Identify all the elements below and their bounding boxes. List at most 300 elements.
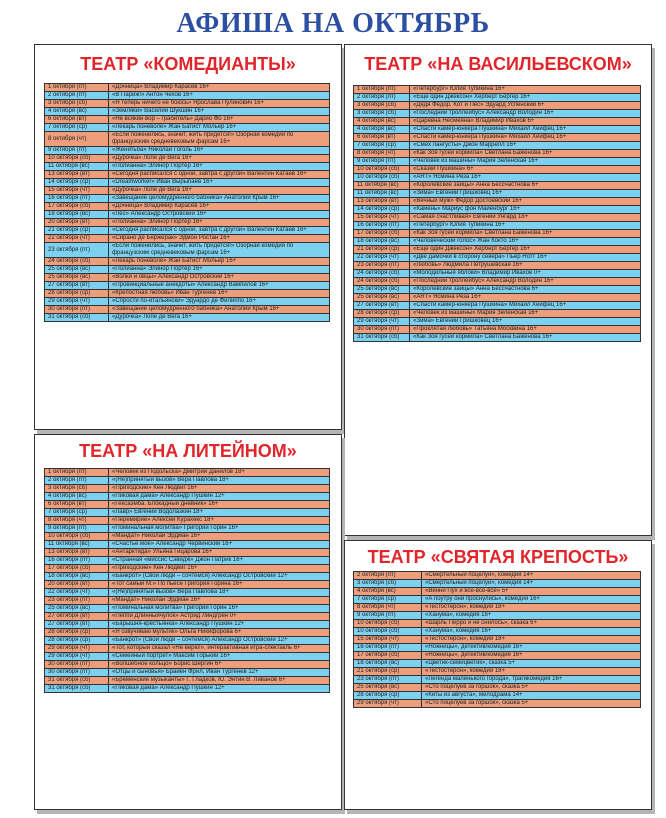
performance-title: «Спасти камер-юнкера Пушкина» Михаил Хейфец 16+ bbox=[410, 134, 641, 142]
theater-panel-fortress bbox=[344, 540, 652, 810]
performance-date: 1 октября (пт) bbox=[45, 84, 109, 92]
performance-title: «Ножницы», детектив/комедия 16+ bbox=[422, 652, 641, 660]
schedule-row bbox=[354, 652, 641, 660]
performance-title: «Если поженились, значит, жить придется!» Озорная комедия по французским средневековым фарсам 16+ bbox=[109, 132, 330, 147]
performance-title: «Сегодня расписался с одной, завтра с другой» Валентин Катаев 16+ bbox=[109, 227, 330, 235]
theater-name: ТЕАТР «НА ЛИТЕЙНОМ» bbox=[79, 441, 297, 461]
schedule-row bbox=[354, 230, 641, 238]
performance-date: 10 октября (сб) bbox=[45, 155, 109, 163]
performance-title: «Ханума», комедия 16+ bbox=[422, 612, 641, 620]
performance-date: 11 октября (вс) bbox=[45, 541, 109, 549]
schedule-row bbox=[45, 501, 330, 509]
schedule-row bbox=[45, 163, 330, 171]
schedule-row bbox=[354, 246, 641, 254]
performance-title: «Волшебное кольцо» Борис Шергин 6+ bbox=[109, 661, 330, 669]
performance-title: «Проклятая любовь» Татьяна Москвина 16+ bbox=[410, 326, 641, 334]
performance-date: 25 октября (вс) bbox=[354, 286, 410, 294]
performance-title: «Женитьба» Николай Гоголь 16+ bbox=[109, 147, 330, 155]
performance-title: «Странная «миссис Сэвидж» Джон Патрик 16+ bbox=[109, 557, 330, 565]
performance-title: «Барышня-крестьянка» Александр Пушкин 12+ bbox=[109, 621, 330, 629]
schedule-row bbox=[45, 637, 330, 645]
performance-title: «Камень» Мариус фон Майенбург 16+ bbox=[410, 206, 641, 214]
performance-title: «Сто поцелуев за горшок», сказка 5+ bbox=[422, 684, 641, 692]
theater-name: ТЕАТР «НА ВАСИЛЬЕВСКОМ» bbox=[364, 54, 632, 74]
performance-date: 31 октября (сб) bbox=[45, 685, 109, 693]
performance-title: «Тот самый М.» По пьесе Григория Горина 16+ bbox=[109, 581, 330, 589]
performance-date: 23 октября (пт) bbox=[45, 243, 109, 258]
performance-date: 28 октября (ср) bbox=[354, 310, 410, 318]
performance-title: «Провинциальные анекдоты» Александр Вампилов 16+ bbox=[109, 282, 330, 290]
performance-date: 3 октября (сб) bbox=[45, 485, 109, 493]
performance-date: 16 октября (пт) bbox=[354, 222, 410, 230]
schedule-row bbox=[354, 102, 641, 110]
schedule-row bbox=[354, 580, 641, 588]
performance-date: 9 октября (пт) bbox=[354, 612, 422, 620]
performance-date: 16 октября (пт) bbox=[45, 195, 109, 203]
performance-date: 11 октября (вс) bbox=[45, 163, 109, 171]
schedule-row bbox=[354, 126, 641, 134]
schedule-row bbox=[45, 565, 330, 573]
performance-date: 30 октября (пт) bbox=[45, 661, 109, 669]
performance-title: «Спасти камер-юнкера Пушкина» Михаил Хейфец 16+ bbox=[410, 302, 641, 310]
schedule-table bbox=[353, 571, 641, 708]
performance-date: 18 октября (вс) bbox=[354, 660, 422, 668]
performance-title: «Приходские» Кен Людвиг 16+ bbox=[109, 565, 330, 573]
schedule-row bbox=[354, 222, 641, 230]
performance-date: 29 октября (чт) bbox=[45, 298, 109, 306]
schedule-row bbox=[45, 677, 330, 685]
performance-title: «Ханума», комедия 16+ bbox=[422, 628, 641, 636]
schedule-row bbox=[45, 203, 330, 211]
schedule-row bbox=[354, 612, 641, 620]
performance-date: 24 октября (сб) bbox=[354, 270, 410, 278]
performance-date: 8 октября (чт) bbox=[354, 604, 422, 612]
performance-title: «Как Зоя гусей кормила» Светлана Баженова 16+ bbox=[410, 150, 641, 158]
performance-date: 18 октября (вс) bbox=[45, 573, 109, 581]
performance-date: 18 октября (вс) bbox=[45, 211, 109, 219]
schedule-row bbox=[45, 266, 330, 274]
schedule-row bbox=[45, 533, 330, 541]
performance-title: «Поминальная молитва» Григорий Горин 16+ bbox=[109, 605, 330, 613]
performance-title: «Пиковая дама» Александр Пушкин 12+ bbox=[109, 685, 330, 693]
performance-date: 31 октября (сб) bbox=[45, 314, 109, 322]
performance-date: 2 октября (пт) bbox=[45, 477, 109, 485]
performance-date: 2 октября (пт) bbox=[45, 92, 109, 100]
performance-title: «Пиковая дама» Александр Пушкин 12+ bbox=[109, 493, 330, 501]
schedule-row bbox=[45, 557, 330, 565]
performance-title: «Дурочка» Лопе де Вега 16+ bbox=[109, 187, 330, 195]
performance-title: «Тот, который сказал «Не верю!», интерактивная игра-спектакль 6+ bbox=[109, 645, 330, 653]
schedule-row bbox=[354, 668, 641, 676]
performance-title: «Лекарь поневоле» Жан Батист Мольер 16+ bbox=[109, 124, 330, 132]
schedule-row bbox=[354, 206, 641, 214]
performance-title: «Еще один Джексон» Херберт Бергер 16+ bbox=[410, 246, 641, 254]
schedule-row bbox=[354, 94, 641, 102]
performance-title: «Счастье мое» Александр Червинский 16+ bbox=[109, 541, 330, 549]
performance-title: «Бременские музыканты» Г. Гладков, Ю. Энтин В. Ливанов 6+ bbox=[109, 677, 330, 685]
schedule-row bbox=[45, 493, 330, 501]
performance-title: «Винни Пух и все-все-все» 5+ bbox=[422, 588, 641, 596]
schedule-row bbox=[45, 258, 330, 266]
performance-date: 15 октября (чт) bbox=[354, 214, 410, 222]
performance-title: «Царевна Несмеяна» Владимир Ивахов 6+ bbox=[410, 118, 641, 126]
performance-title: «(Не)принятый вызов» Вера Павлова 18+ bbox=[109, 477, 330, 485]
schedule-row bbox=[354, 326, 641, 334]
schedule-row bbox=[45, 541, 330, 549]
schedule-row bbox=[45, 219, 330, 227]
performance-title: «(Не)принятый вызов» Вера Павлова 18+ bbox=[109, 589, 330, 597]
performance-date: 3 октября (сб) bbox=[354, 580, 422, 588]
schedule-row bbox=[354, 142, 641, 150]
schedule-row bbox=[354, 294, 641, 302]
performance-title: «Киты из августа», мелодрама 14+ bbox=[422, 692, 641, 700]
schedule-row bbox=[354, 134, 641, 142]
performance-date: 14 октября (ср) bbox=[45, 179, 109, 187]
performance-title: «АRТ» Ясмина Реза 16+ bbox=[410, 294, 641, 302]
performance-title: «Я теперь ничего не боюсь» Ярослава Пулинович 16+ bbox=[109, 100, 330, 108]
schedule-row bbox=[45, 179, 330, 187]
performance-title: «Волки и овцы» Александр Островский 16+ bbox=[109, 274, 330, 282]
performance-date: 22 октября (чт) bbox=[45, 589, 109, 597]
performance-date: 10 октября (сб) bbox=[354, 166, 410, 174]
schedule-row bbox=[354, 692, 641, 700]
schedule-row bbox=[354, 660, 641, 668]
performance-title: «Мандат» Николай Эрдман 16+ bbox=[109, 533, 330, 541]
performance-date: 21 октября (ср) bbox=[45, 227, 109, 235]
schedule-row bbox=[45, 314, 330, 322]
schedule-row bbox=[45, 661, 330, 669]
schedule-row bbox=[45, 653, 330, 661]
performance-date: 16 октября (пт) bbox=[354, 644, 422, 652]
performance-date: 9 октября (пт) bbox=[45, 147, 109, 155]
performance-date: 24 октября (сб) bbox=[354, 278, 410, 286]
performance-title: «Вечный муж» Федор Достоевский 16+ bbox=[410, 198, 641, 206]
performance-date: 17 октября (сб) bbox=[45, 565, 109, 573]
schedule-row bbox=[45, 187, 330, 195]
performance-title: «Завещание целомудренного бабника» Анатолий Крым 16+ bbox=[109, 195, 330, 203]
performance-date: 28 октября (ср) bbox=[45, 629, 109, 637]
schedule-row bbox=[45, 290, 330, 298]
performance-title: «Лавр» Евгений Водолазкин 18+ bbox=[109, 509, 330, 517]
performance-title: «Перемирие» Алексей Курахекс 18+ bbox=[109, 517, 330, 525]
schedule-row bbox=[354, 110, 641, 118]
schedule-row bbox=[45, 171, 330, 179]
schedule-row bbox=[45, 589, 330, 597]
schedule-row bbox=[45, 211, 330, 219]
schedule-table bbox=[353, 85, 641, 342]
performance-date: 16 октября (пт) bbox=[45, 557, 109, 565]
schedule-row bbox=[45, 597, 330, 605]
schedule-row bbox=[45, 581, 330, 589]
performance-date: 23 октября (пт) bbox=[45, 597, 109, 605]
performance-date: 30 октября (пт) bbox=[45, 669, 109, 677]
performance-date: 10 октября (сб) bbox=[354, 620, 422, 628]
performance-title: «Ножницы», детектив/комедия 16+ bbox=[422, 644, 641, 652]
performance-title: «Завещание целомудренного бабника» Анатолий Крым 16+ bbox=[109, 306, 330, 314]
schedule-row bbox=[45, 573, 330, 581]
schedule-row bbox=[45, 477, 330, 485]
performance-date: 28 октября (ср) bbox=[45, 290, 109, 298]
performance-title: «Банкрот» (Свои люди – сочтемся) Александр Островский 12+ bbox=[109, 637, 330, 645]
performance-date: 4 октября (вс) bbox=[354, 588, 422, 596]
theater-name: ТЕАТР «КОМЕДИАНТЫ» bbox=[80, 54, 296, 74]
performance-title: «Тестостерон», комедия 18+ bbox=[422, 668, 641, 676]
schedule-row bbox=[354, 278, 641, 286]
performance-title: «Любовь» Людмила Петрушевская 16+ bbox=[410, 262, 641, 270]
performance-date: 11 октября (вс) bbox=[354, 190, 410, 198]
schedule-row bbox=[45, 469, 330, 477]
schedule-row bbox=[354, 150, 641, 158]
performance-date: 18 октября (вс) bbox=[354, 238, 410, 246]
performance-date: 6 октября (вт) bbox=[354, 134, 410, 142]
schedule-row bbox=[45, 621, 330, 629]
performance-date: 27 октября (вт) bbox=[45, 282, 109, 290]
performance-date: 8 октября (чт) bbox=[45, 132, 109, 147]
performance-title: «Приходские» Кен Людвиг 16+ bbox=[109, 485, 330, 493]
performance-date: 25 октября (вс) bbox=[354, 684, 422, 692]
schedule-row bbox=[354, 190, 641, 198]
performance-date: 17 октября (сб) bbox=[354, 652, 422, 660]
schedule-row bbox=[45, 100, 330, 108]
schedule-row bbox=[354, 644, 641, 652]
schedule-row bbox=[45, 509, 330, 517]
schedule-row bbox=[45, 92, 330, 100]
schedule-row bbox=[354, 270, 641, 278]
performance-date: 4 октября (вс) bbox=[354, 118, 410, 126]
performance-date: 29 октября (чт) bbox=[45, 645, 109, 653]
schedule-row bbox=[45, 485, 330, 493]
performance-date: 7 октября (ср) bbox=[354, 142, 410, 150]
performance-title: «Дурочка» Лопе де Вега 16+ bbox=[109, 314, 330, 322]
performance-date: 4 октября (вс) bbox=[45, 493, 109, 501]
schedule-row bbox=[45, 195, 330, 203]
performance-date: 17 октября (сб) bbox=[354, 230, 410, 238]
schedule-row bbox=[354, 588, 641, 596]
performance-date: 27 октября (вт) bbox=[45, 613, 109, 621]
performance-date: 6 октября (вт) bbox=[45, 116, 109, 124]
performance-date: 21 октября (ср) bbox=[354, 668, 422, 676]
schedule-row bbox=[45, 525, 330, 533]
performance-title: «Земляки» Василий Шукшин 16+ bbox=[109, 108, 330, 116]
performance-title: «Шарль Перро и не снилось», сказка 6+ bbox=[422, 620, 641, 628]
schedule-row bbox=[45, 108, 330, 116]
performance-date: 7 октября (ср) bbox=[354, 596, 422, 604]
schedule-row bbox=[45, 147, 330, 155]
schedule-row bbox=[45, 132, 330, 147]
performance-title: «Петербург» Юлия Тупикина 16+ bbox=[410, 222, 641, 230]
performance-title: «Дурочка» Лопе де Вега 16+ bbox=[109, 155, 330, 163]
performance-title: «Королевские зайцы» Анна Бессчастнова 6+ bbox=[410, 286, 641, 294]
schedule-row bbox=[354, 262, 641, 270]
performance-date: 8 октября (чт) bbox=[354, 150, 410, 158]
performance-date: 31 октября (сб) bbox=[354, 334, 410, 342]
performance-title: «Семейный портрет» Максим Горький 16+ bbox=[109, 653, 330, 661]
performance-title: «Не всякий вор – грабитель» Дарио Фо 16+ bbox=[109, 116, 330, 124]
performance-title: «Если поженились, значит, жить придется!» Озорная комедия по французским средневековым фарсам 16+ bbox=[109, 243, 330, 258]
performance-date: 8 октября (чт) bbox=[45, 517, 109, 525]
schedule-row bbox=[354, 700, 641, 708]
performance-title: «Dreamworker» Иван Вырыпаев 16+ bbox=[109, 179, 330, 187]
performance-title: «Две дамочки в сторону севера» Пьер Нотт 16+ bbox=[410, 254, 641, 262]
schedule-table bbox=[44, 468, 330, 693]
performance-title: «Как Зоя гусей кормила» Светлана Баженова 16+ bbox=[410, 230, 641, 238]
performance-date: 11 октября (вс) bbox=[354, 182, 410, 190]
schedule-row bbox=[45, 155, 330, 163]
performance-title: «Последний троллейбус» Александр Володин 16+ bbox=[410, 110, 641, 118]
performance-title: «Антарктида» Ульяна Гицарова 16+ bbox=[109, 549, 330, 557]
schedule-row bbox=[45, 629, 330, 637]
schedule-row bbox=[354, 158, 641, 166]
performance-date: 24 октября (сб) bbox=[45, 258, 109, 266]
performance-date: 25 октября (вс) bbox=[45, 274, 109, 282]
performance-date: 2 октября (пт) bbox=[354, 572, 422, 580]
performance-date: 15 октября (чт) bbox=[45, 187, 109, 195]
performance-date: 25 октября (вс) bbox=[354, 294, 410, 302]
performance-date: 10 октября (сб) bbox=[354, 174, 410, 182]
performance-title: «Еще один Джексон» Херберт Бергер 16+ bbox=[410, 94, 641, 102]
performance-date: 25 октября (вс) bbox=[45, 266, 109, 274]
performance-date: 14 октября (ср) bbox=[354, 206, 410, 214]
performance-date: 6 октября (вт) bbox=[45, 501, 109, 509]
schedule-row bbox=[45, 669, 330, 677]
performance-title: «Сегодня расписался с одной, завтра с другой» Валентин Катаев 16+ bbox=[109, 171, 330, 179]
performance-date: 4 октября (вс) bbox=[45, 108, 109, 116]
performance-date: 29 октября (чт) bbox=[354, 700, 422, 708]
performance-title: «Сирано де Бержерак» Эдмон Ростан 16+ bbox=[109, 235, 330, 243]
performance-date: 27 октября (вт) bbox=[45, 621, 109, 629]
performance-date: 9 октября (пт) bbox=[45, 525, 109, 533]
schedule-row bbox=[45, 685, 330, 693]
schedule-row bbox=[354, 286, 641, 294]
performance-date: 13 октября (вт) bbox=[45, 171, 109, 179]
performance-date: 10 октября (сб) bbox=[354, 628, 422, 636]
performance-title: «Полианна» Элинор Портер 16+ bbox=[109, 266, 330, 274]
performance-title: «Человек из машины» Мария Зеленская 16+ bbox=[410, 310, 641, 318]
performance-title: «Смех лангусты» Джон Маррелл 16+ bbox=[410, 142, 641, 150]
performance-title: «Дочница» Владимир Карасёв 16+ bbox=[109, 203, 330, 211]
schedule-row bbox=[354, 198, 641, 206]
performance-title: «Последний троллейбус» Александр Володин 16+ bbox=[410, 278, 641, 286]
schedule-row bbox=[354, 182, 641, 190]
performance-date: 30 октября (пт) bbox=[45, 306, 109, 314]
performance-title: «Смертельный поцелуй», комедия 14+ bbox=[422, 580, 641, 588]
schedule-row bbox=[354, 86, 641, 94]
performance-date: 21 октября (ср) bbox=[354, 246, 410, 254]
performance-title: «Банкрот» (Свои люди – сочтемся) Александр Островский 12+ bbox=[109, 573, 330, 581]
performance-title: «Дядя Федор, Кот и Пёс» Эдуард Успенский 6+ bbox=[410, 102, 641, 110]
performance-title: «Отцы и сыновья» Брайен Фрил, Иван Тургенев 12+ bbox=[109, 669, 330, 677]
performance-title: «Молодильные яблоки» Владимир Ивахов 0+ bbox=[410, 270, 641, 278]
performance-title: «Самая счастливая» Евгений Унгард 18+ bbox=[410, 214, 641, 222]
performance-title: «Сказки Пушкина» 6+ bbox=[410, 166, 641, 174]
schedule-row bbox=[354, 334, 641, 342]
performance-date: 3 октября (сб) bbox=[354, 102, 410, 110]
performance-date: 23 октября (пт) bbox=[354, 676, 422, 684]
schedule-row bbox=[354, 572, 641, 580]
schedule-row bbox=[45, 84, 330, 92]
performance-title: «Цветик-семицветик», сказка 5+ bbox=[422, 660, 641, 668]
page-title: АФИША НА ОКТЯБРЬ bbox=[176, 8, 490, 39]
performance-date: 22 октября (чт) bbox=[45, 235, 109, 243]
performance-title: «Полианна» Элинор Портер 16+ bbox=[109, 163, 330, 171]
theater-panel-comedians bbox=[34, 44, 342, 430]
schedule-row bbox=[354, 620, 641, 628]
schedule-row bbox=[45, 124, 330, 132]
performance-date: 4 октября (вс) bbox=[354, 126, 410, 134]
performance-date: 1 октября (пт) bbox=[354, 86, 410, 94]
performance-title: «АRТ» Ясмина Реза 16+ bbox=[410, 174, 641, 182]
performance-date: 7 октября (ср) bbox=[45, 124, 109, 132]
schedule-row bbox=[354, 174, 641, 182]
schedule-row bbox=[45, 227, 330, 235]
schedule-row bbox=[354, 166, 641, 174]
schedule-row bbox=[354, 596, 641, 604]
schedule-row bbox=[354, 310, 641, 318]
schedule-row bbox=[45, 645, 330, 653]
performance-title: «Дочница» Владимир Карасёв 16+ bbox=[109, 84, 330, 92]
performance-date: 2 октября (пт) bbox=[354, 94, 410, 102]
performance-title: «Крепостная любовь» Иван Тургенев 16+ bbox=[109, 290, 330, 298]
schedule-row bbox=[354, 302, 641, 310]
performance-title: «Спасти камер-юнкера Пушкина» Михаил Хейфец 16+ bbox=[410, 126, 641, 134]
performance-date: 3 октября (сб) bbox=[45, 100, 109, 108]
schedule-row bbox=[354, 254, 641, 262]
schedule-row bbox=[354, 238, 641, 246]
performance-date: 23 октября (пт) bbox=[354, 262, 410, 270]
performance-title: «Полианна» Элинор Портер 16+ bbox=[109, 219, 330, 227]
performance-date: 13 октября (вт) bbox=[354, 198, 410, 206]
performance-title: «Сто поцелуев за горшок», сказка 5+ bbox=[422, 700, 641, 708]
performance-title: «Пеппи Длинныйчулок» Астрид Линдгрен 0+ bbox=[109, 613, 330, 621]
schedule-row bbox=[45, 235, 330, 243]
theater-panel-liteyny bbox=[34, 434, 342, 810]
performance-title: «Человек из Подольска» Дмитрий Данилов 18+ bbox=[109, 469, 330, 477]
schedule-row bbox=[45, 282, 330, 290]
schedule-row bbox=[354, 628, 641, 636]
performance-title: «Мандат» Николай Эрдман 16+ bbox=[109, 597, 330, 605]
performance-title: «Человеческий голос» Жан Кокто 16+ bbox=[410, 238, 641, 246]
performance-date: 25 октября (вс) bbox=[45, 605, 109, 613]
schedule-row bbox=[354, 636, 641, 644]
performance-date: 7 октября (ср) bbox=[45, 509, 109, 517]
performance-date: 29 октября (чт) bbox=[45, 653, 109, 661]
performance-title: «А поутру они проснулись», комедия 16+ bbox=[422, 596, 641, 604]
performance-title: «Зима» Евгений Гришковец 16+ bbox=[410, 190, 641, 198]
schedule-row bbox=[45, 517, 330, 525]
performance-date: 20 октября (вт) bbox=[45, 581, 109, 589]
performance-date: 20 октября (вт) bbox=[45, 219, 109, 227]
performance-date: 28 октября (ср) bbox=[45, 637, 109, 645]
performance-date: 3 октября (сб) bbox=[354, 110, 410, 118]
performance-title: «Лес» Александр Островский 16+ bbox=[109, 211, 330, 219]
schedule-row bbox=[45, 298, 330, 306]
schedule-row bbox=[354, 118, 641, 126]
performance-title: «Королевские зайцы» Анна Бессчастнова 6+ bbox=[410, 182, 641, 190]
schedule-row bbox=[354, 684, 641, 692]
performance-date: 28 октября (ср) bbox=[354, 692, 422, 700]
schedule-row bbox=[45, 605, 330, 613]
performance-title: «Лекарь поневоле» Жан Батист Мольер 16+ bbox=[109, 258, 330, 266]
performance-title: «Человек из машины» Мария Зеленская 16+ bbox=[410, 158, 641, 166]
performance-date: 27 октября (вт) bbox=[354, 302, 410, 310]
schedule-row bbox=[45, 274, 330, 282]
performance-title: «Зима» Евгений Гришковец 16+ bbox=[410, 318, 641, 326]
schedule-row bbox=[354, 318, 641, 326]
schedule-row bbox=[45, 306, 330, 314]
performance-date: 30 октября (пт) bbox=[354, 326, 410, 334]
performance-date: 17 октября (сб) bbox=[45, 203, 109, 211]
performance-date: 10 октября (сб) bbox=[45, 533, 109, 541]
